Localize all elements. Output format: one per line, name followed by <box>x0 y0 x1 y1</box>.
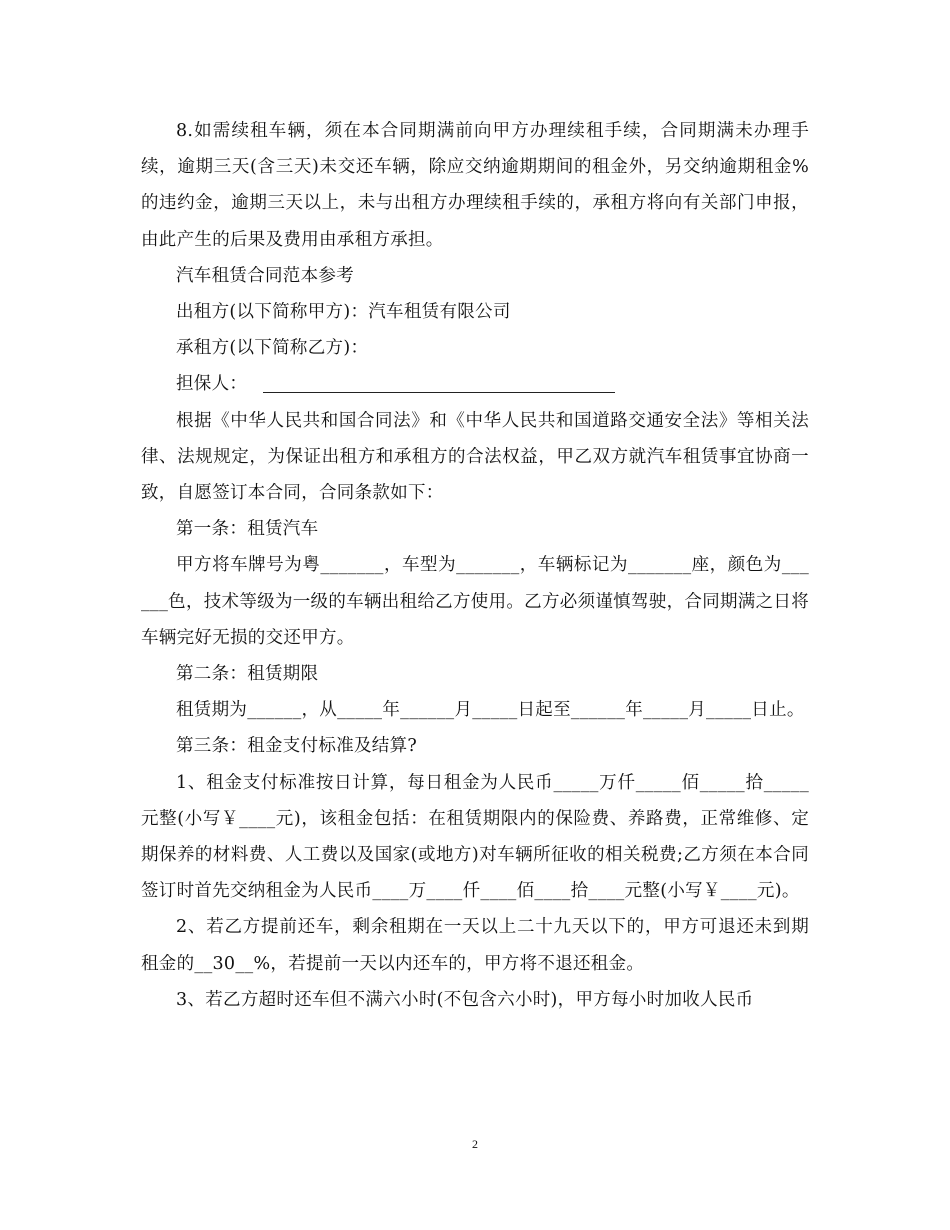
guarantor-label: 担保人： <box>176 374 248 395</box>
paragraph-article-3-item-2: 2、若乙方提前还车，剩余租期在一天以上二十九天以下的，甲方可退还未到期租金的__30__%，若提前一天以内还车的，甲方将不退还租金。 <box>141 917 809 974</box>
paragraph-guarantor <box>141 366 809 402</box>
paragraph-lessor: 出租方(以下简称甲方)：汽车租赁有限公司 <box>176 302 511 323</box>
paragraph-renewal-terms: 8.如需续租车辆，须在本合同期满前向甲方办理续租手续，合同期满未办理手续，逾期三天(含三天)未交还车辆，除应交纳逾期期间的租金外，另交纳逾期租金%的违约金，逾期三天以上，未与出租方办理续租手续的，承租方将向有关部门申报，由此产生的后果及费用由承租方承担。 <box>141 121 809 250</box>
paragraph-legal-basis: 根据《中华人民共和国合同法》和《中华人民共和国道路交通安全法》等相关法律、法规规定，为保证出租方和承租方的合法权益，甲乙双方就汽车租赁事宜协商一致，自愿签订本合同，合同条款如下： <box>141 410 809 504</box>
paragraph-article-3-item-3: 3、若乙方超时还车但不满六小时(不包含六小时)，甲方每小时加收人民币 <box>176 989 754 1010</box>
paragraph-article-2-body: 租赁期为______，从_____年______月_____日起至______年_____月_____日止。 <box>176 700 805 721</box>
paragraph-article-3-heading: 第三条：租金支付标准及结算? <box>176 736 418 757</box>
paragraph-lessee: 承租方(以下简称乙方)： <box>176 338 369 359</box>
paragraph-article-1-heading: 第一条：租赁汽车 <box>176 519 319 540</box>
document-body <box>141 113 809 1018</box>
paragraph-article-1-body: 甲方将车牌号为粤_______，车型为_______，车辆标记为_______座，颜色为______色，技术等级为一级的车辆出租给乙方使用。乙方必须谨慎驾驶，合同期满之日将车辆完好无损的交还甲方。 <box>141 555 809 648</box>
page-number: 2 <box>472 1137 478 1151</box>
guarantor-blank-line <box>263 374 615 393</box>
paragraph-article-3-item-1: 1、租金支付标准按日计算，每日租金为人民币_____万仟_____佰_____拾_____元整(小写￥____元)，该租金包括：在租赁期限内的保险费、养路费，正常维修、定期保养的材料费、人工费以及国家(或地方)对车辆所征收的相关税费;乙方须在本合同签订时首先交纳租金为人民币____万____仟____佰____拾____元整(小写￥____元)。 <box>141 772 809 902</box>
paragraph-article-2-heading: 第二条：租赁期限 <box>176 664 319 685</box>
paragraph-contract-title: 汽车租赁合同范本参考 <box>176 265 354 286</box>
